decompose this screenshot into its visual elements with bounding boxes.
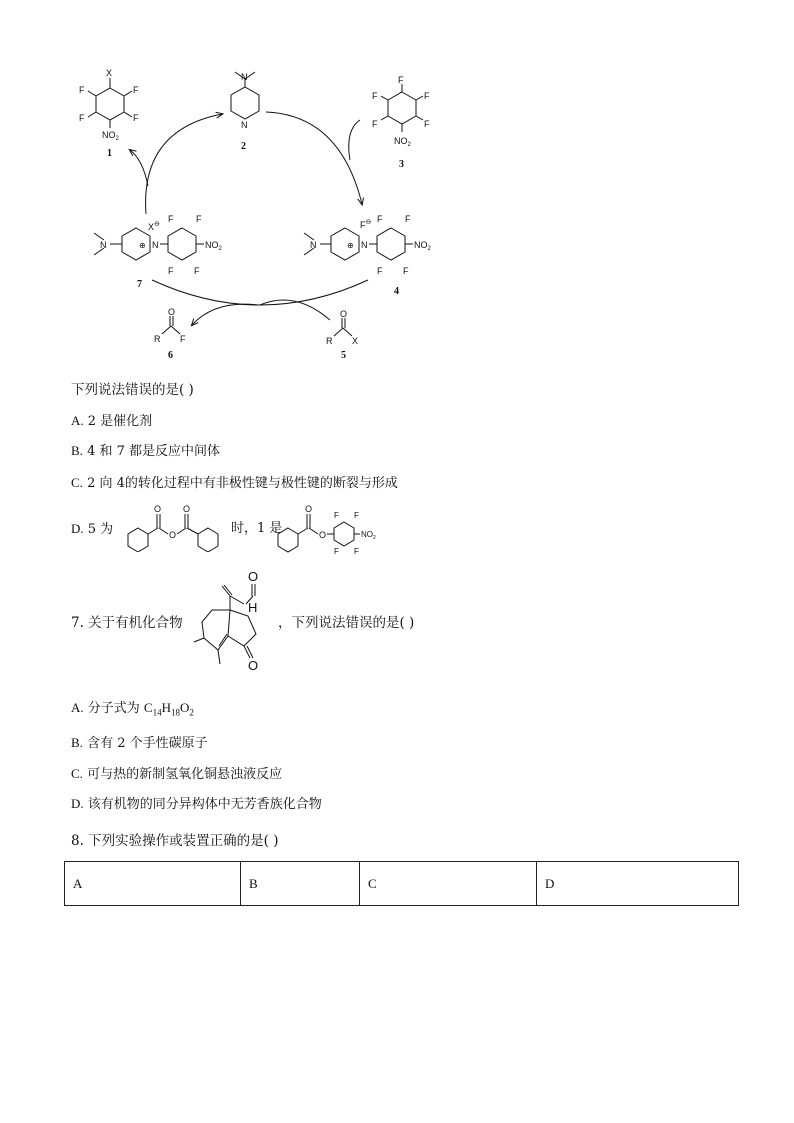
- compound-6: [154, 307, 186, 361]
- q7-option-b[interactable]: B. 含有 2 个手性碳原子: [71, 735, 208, 751]
- svg-text:F⊖: F⊖: [360, 219, 372, 230]
- svg-text:N: N: [361, 240, 368, 250]
- reaction-scheme: [0, 0, 794, 370]
- benzoic-anhydride-structure: [122, 500, 230, 552]
- q8-stem: 8. 下列实验操作或装置正确的是( ): [71, 833, 279, 849]
- label-7: 7: [137, 279, 142, 290]
- compound-5: [326, 309, 358, 361]
- q7-option-d[interactable]: D. 该有机物的同分异构体中无芳香族化合物: [71, 796, 322, 812]
- svg-text:N: N: [241, 120, 248, 130]
- q7-molecule-structure: [186, 566, 276, 678]
- label-4: 4: [394, 286, 399, 297]
- q7-stem-post: ，下列说法错误的是( ): [278, 615, 415, 631]
- svg-text:R: R: [154, 334, 161, 344]
- svg-text:F: F: [398, 75, 404, 85]
- compound-1: [79, 68, 139, 159]
- q7-stem-pre: 7. 关于有机化合物: [71, 615, 183, 631]
- svg-text:⊕: ⊕: [347, 241, 354, 250]
- svg-text:F: F: [424, 119, 430, 129]
- q7-option-c[interactable]: C. 可与热的新制氢氧化铜悬浊液反应: [71, 766, 283, 782]
- svg-text:F: F: [168, 214, 174, 224]
- svg-text:X: X: [352, 336, 359, 346]
- svg-text:O: O: [169, 530, 177, 540]
- svg-text:F: F: [405, 214, 411, 224]
- compound-3: [372, 75, 430, 170]
- svg-text:F: F: [133, 113, 139, 123]
- svg-text:O: O: [248, 658, 259, 673]
- svg-text:F: F: [196, 214, 202, 224]
- compound-4: [304, 214, 432, 297]
- svg-text:X⊖: X⊖: [148, 221, 160, 232]
- atom-x: X: [106, 68, 113, 78]
- q6-option-d[interactable]: D. 5 为: [71, 521, 114, 537]
- q8-cell-c[interactable]: C: [360, 862, 537, 906]
- svg-text:F: F: [377, 214, 383, 224]
- compound-2: [231, 72, 259, 152]
- svg-text:F: F: [424, 91, 430, 101]
- svg-text:NO2: $NO_2$: [414, 240, 431, 252]
- svg-text:O: O: [340, 309, 348, 319]
- table-row: [65, 862, 739, 906]
- q8-cell-a[interactable]: A: [65, 862, 241, 906]
- q6-option-c[interactable]: C. 2 向 4的转化过程中有非极性键与极性键的断裂与形成: [71, 475, 398, 491]
- svg-text:F: F: [372, 119, 378, 129]
- svg-text:N: N: [152, 240, 159, 250]
- svg-text:F: F: [133, 85, 139, 95]
- svg-text:F: F: [372, 91, 378, 101]
- q8-cell-b[interactable]: B: [241, 862, 360, 906]
- svg-text:H: H: [248, 600, 258, 615]
- svg-text:R: R: [326, 336, 333, 346]
- q6-stem: 下列说法错误的是( ): [71, 382, 194, 398]
- svg-text:O: O: [248, 569, 259, 584]
- label-3: 3: [399, 159, 404, 170]
- compound-7: [94, 214, 223, 290]
- svg-text:F: F: [354, 547, 359, 556]
- q7-option-a[interactable]: A. 分子式为 $C_{14}H_{18}O_2$: [71, 700, 194, 718]
- label-5: 5: [341, 350, 346, 361]
- svg-text:F: F: [79, 113, 85, 123]
- svg-text:F: F: [79, 85, 85, 95]
- svg-text:O: O: [305, 504, 313, 514]
- cycle-arrows: [130, 112, 368, 325]
- svg-text:F: F: [334, 511, 339, 520]
- svg-text:F: F: [334, 547, 339, 556]
- q8-cell-d[interactable]: D: [537, 862, 739, 906]
- svg-text:O: O: [168, 307, 176, 317]
- svg-text:NO2: $NO_2$: [361, 530, 376, 541]
- svg-text:F: F: [403, 266, 409, 276]
- label-1: 1: [107, 148, 112, 159]
- svg-text:NO2: $NO_2$: [394, 136, 411, 148]
- svg-text:F: F: [354, 511, 359, 520]
- svg-text:O: O: [319, 530, 327, 540]
- q6-option-d-mid: 时，1 是: [231, 521, 283, 536]
- svg-text:N: N: [241, 72, 248, 82]
- q6-option-a[interactable]: A. 2 是催化剂: [71, 413, 153, 429]
- svg-text:O: O: [183, 504, 191, 514]
- svg-text:NO2: $NO_2$: [102, 130, 119, 142]
- svg-text:F: F: [194, 266, 200, 276]
- svg-text:⊕: ⊕: [139, 241, 146, 250]
- svg-text:O: O: [154, 504, 162, 514]
- pentafluoro-nitrophenyl-benzoate-structure: [274, 500, 386, 556]
- label-2: 2: [241, 141, 246, 152]
- svg-text:F: F: [377, 266, 383, 276]
- svg-text:NO2: $NO_2$: [205, 240, 222, 252]
- svg-text:F: F: [168, 266, 174, 276]
- q8-options-table: [64, 861, 739, 906]
- svg-text:N: N: [310, 240, 317, 250]
- svg-text:N: N: [100, 240, 107, 250]
- q6-option-b[interactable]: B. 4 和 7 都是反应中间体: [71, 443, 221, 459]
- label-6: 6: [168, 350, 173, 361]
- svg-text:F: F: [180, 334, 186, 344]
